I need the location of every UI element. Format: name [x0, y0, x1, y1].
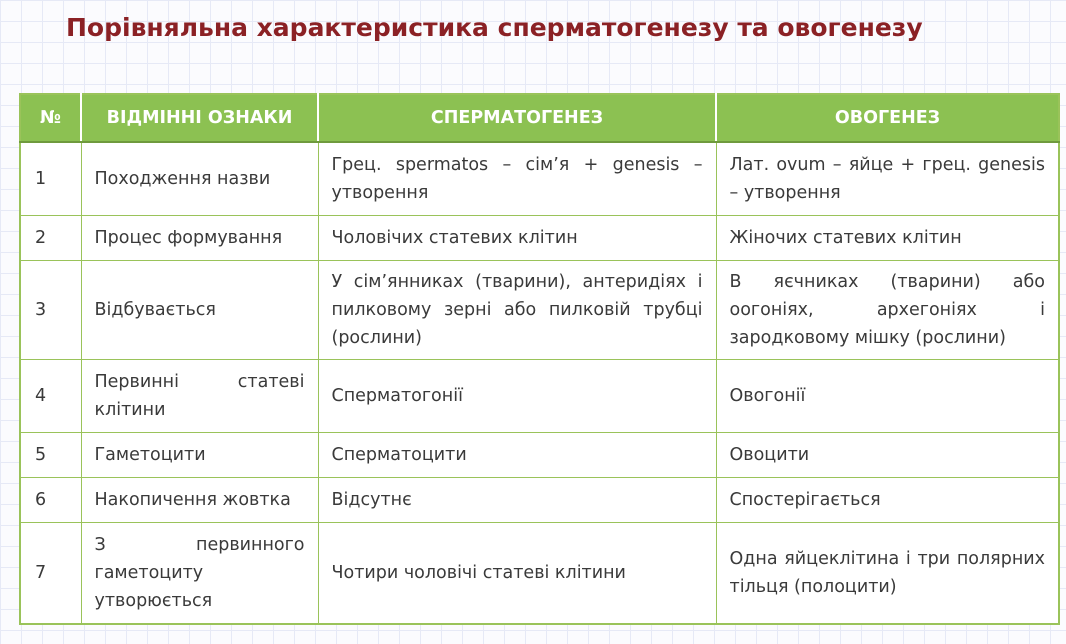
- spermatogenesis-cell: Чотири чоловічі статеві клітини: [318, 523, 716, 625]
- row-number: 2: [20, 216, 81, 261]
- feature-cell: Походження назви: [81, 142, 318, 216]
- table-row: [20, 142, 1059, 216]
- table-header-row: [20, 94, 1059, 142]
- row-number: 3: [20, 261, 81, 360]
- spermatogenesis-cell: Чоловічих статевих клітин: [318, 216, 716, 261]
- row-number: 1: [20, 142, 81, 216]
- spermatogenesis-cell: У сім’янниках (тварини), антеридіях і пилковому зерні або пилковій трубці (рослини): [318, 261, 716, 360]
- feature-cell: Відбувається: [81, 261, 318, 360]
- oogenesis-cell: В яєчниках (тварини) або оогоніях, архегоніях і зародковому мішку (рослини): [716, 261, 1059, 360]
- oogenesis-cell: Одна яйцеклітина і три полярних тільця (полоцити): [716, 523, 1059, 625]
- spermatogenesis-cell: Сперматогонії: [318, 360, 716, 433]
- feature-cell: Процес формування: [81, 216, 318, 261]
- feature-cell: Первинні статеві клітини: [81, 360, 318, 433]
- header-spermatogenesis: СПЕРМАТОГЕНЕЗ: [318, 94, 716, 142]
- row-number: 4: [20, 360, 81, 433]
- table-row: [20, 261, 1059, 360]
- table-row: [20, 360, 1059, 433]
- row-number: 6: [20, 478, 81, 523]
- oogenesis-cell: Жіночих статевих клітин: [716, 216, 1059, 261]
- table-row: [20, 478, 1059, 523]
- table-row: [20, 433, 1059, 478]
- oogenesis-cell: Овоцити: [716, 433, 1059, 478]
- oogenesis-cell: Лат. ovum – яйце + грец. genesis – утворення: [716, 142, 1059, 216]
- feature-cell: З первинного гаметоциту утворюється: [81, 523, 318, 625]
- header-oogenesis: ОВОГЕНЕЗ: [716, 94, 1059, 142]
- spermatogenesis-cell: Відсутнє: [318, 478, 716, 523]
- slide-title: Порівняльна характеристика сперматогенезу та овогенезу: [66, 13, 923, 42]
- feature-cell: Гаметоцити: [81, 433, 318, 478]
- row-number: 5: [20, 433, 81, 478]
- table-row: [20, 216, 1059, 261]
- spermatogenesis-cell: Грец. spermatos – сім’я + genesis – утворення: [318, 142, 716, 216]
- oogenesis-cell: Овогонії: [716, 360, 1059, 433]
- header-features: ВІДМІННІ ОЗНАКИ: [81, 94, 318, 142]
- comparison-table: [19, 93, 1060, 625]
- row-number: 7: [20, 523, 81, 625]
- header-number: №: [20, 94, 81, 142]
- table-row: [20, 523, 1059, 625]
- oogenesis-cell: Спостерігається: [716, 478, 1059, 523]
- feature-cell: Накопичення жовтка: [81, 478, 318, 523]
- spermatogenesis-cell: Сперматоцити: [318, 433, 716, 478]
